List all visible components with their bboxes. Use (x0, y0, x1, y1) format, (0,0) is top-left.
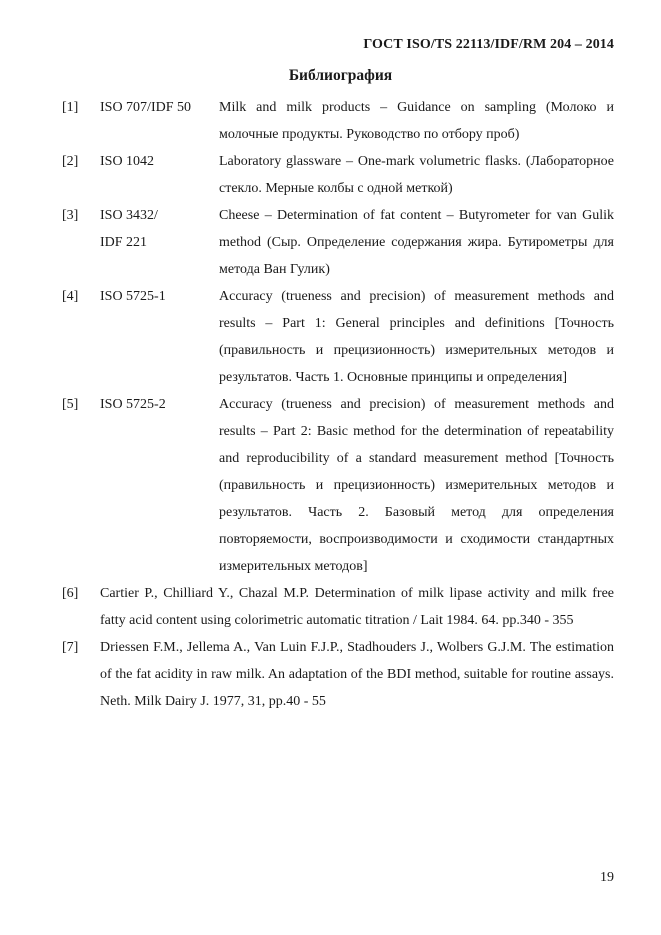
bibliography-entry (62, 283, 614, 391)
bibliography-entry (62, 634, 614, 715)
entry-title: Accuracy (trueness and precision) of measurement methods and results – Part 1: General principles and definitions [Точность (правильность и прецизионность) измерительных методов и результатов. Часть 1. Основные принципы и определения] (219, 289, 614, 385)
entry-number: [4] (62, 289, 79, 304)
entry-text: Cartier P., Chilliard Y., Chazal M.P. Determination of milk lipase activity and milk free fatty acid content using colorimetric automatic titration / Lait 1984. 64. pp.340 - 355 (100, 586, 614, 628)
bibliography-entry (62, 148, 614, 202)
entry-standard-line: IDF 221 (100, 235, 148, 250)
bibliography-list (62, 94, 614, 715)
entry-number: [2] (62, 154, 79, 169)
entry-title: Cheese – Determination of fat content – Butyrometer for van Gulik method (Сыр. Определение содержания жира. Бутирометры для метода Ван Гулик) (219, 208, 614, 277)
entry-number: [7] (62, 640, 79, 655)
entry-number: [1] (62, 100, 79, 115)
entry-text: Driessen F.M., Jellema A., Van Luin F.J.P., Stadhouders J., Wolbers G.J.M. The estimation of the fat acidity in raw milk. An adaptation of the BDI method, suitable for routine assays. Neth. Milk Dairy J. 1977, 31, pp.40 - 55 (100, 640, 614, 709)
document-header: ГОСТ ISO/TS 22113/IDF/RM 204 – 2014 (363, 37, 614, 52)
entry-number: [6] (62, 586, 79, 601)
entry-standard: ISO 5725-2 (100, 397, 166, 412)
entry-title: Accuracy (trueness and precision) of measurement methods and results – Part 2: Basic method for the determination of repeatability and reproducibility of a standard measurement method [Точность (правильность и прецизионность) измерительных методов и результатов. Часть 2. Базовый метод для определения повторяемости, воспроизводимости и сходимости стандартных измерительных методов] (219, 397, 614, 574)
bibliography-entry (62, 580, 614, 634)
entry-standard-line: ISO 3432/ (100, 208, 158, 223)
entry-standard: ISO 707/IDF 50 (100, 100, 192, 115)
entry-standard: ISO 1042 (100, 154, 155, 169)
entry-number: [3] (62, 208, 79, 223)
bibliography-entry (62, 94, 614, 148)
entry-number: [5] (62, 397, 79, 412)
page-number: 19 (600, 870, 614, 885)
entry-title: Milk and milk products – Guidance on sampling (Молоко и молочные продукты. Руководство по отбору проб) (219, 100, 614, 142)
entry-title: Laboratory glassware – One-mark volumetric flasks. (Лабораторное стекло. Мерные колбы с одной меткой) (219, 154, 614, 196)
bibliography-entry (62, 202, 614, 283)
section-title: Библиография (288, 67, 393, 84)
entry-standard: ISO 5725-1 (100, 289, 166, 304)
entry-standard (100, 202, 218, 256)
bibliography-entry (62, 391, 614, 580)
